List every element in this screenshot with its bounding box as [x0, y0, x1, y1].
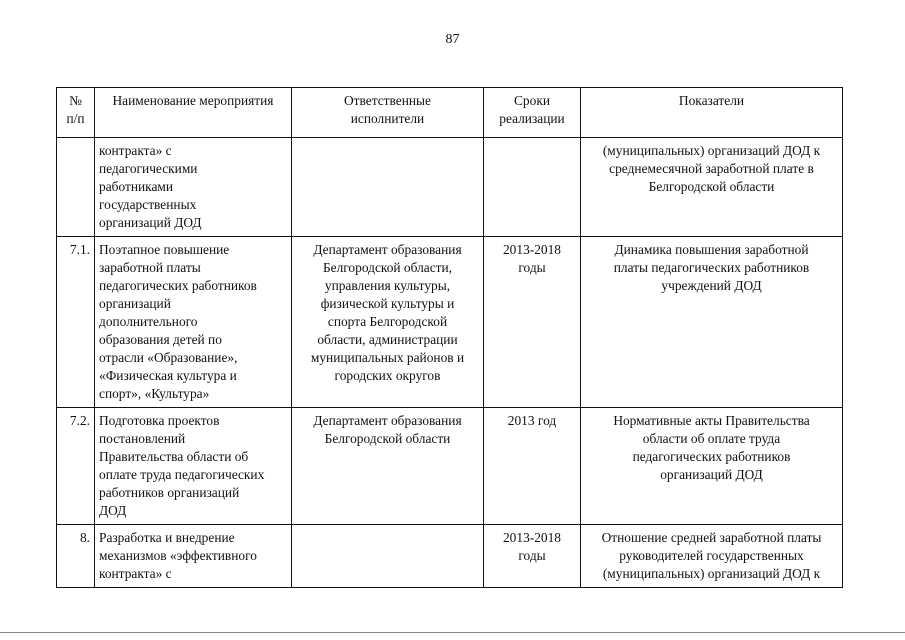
row-responsible: [292, 525, 484, 588]
row-number: 7.1.: [57, 237, 95, 408]
row-term: 2013 год: [484, 408, 581, 525]
page-bottom-rule: [0, 632, 905, 633]
row-responsible: Департамент образования Белгородской области: [292, 408, 484, 525]
table-row: [57, 138, 843, 237]
row-number: [57, 138, 95, 237]
row-name: Подготовка проектов постановлений Правительства области об оплате труда педагогических работников организаций ДОД: [95, 408, 292, 525]
header-number: № п/п: [57, 88, 95, 138]
table-row: [57, 408, 843, 525]
row-indicators: Динамика повышения заработной платы педагогических работников учреждений ДОД: [581, 237, 843, 408]
header-responsible: Ответственные исполнители: [292, 88, 484, 138]
header-term: Сроки реализации: [484, 88, 581, 138]
page-number: 87: [445, 32, 460, 47]
row-term: 2013-2018 годы: [484, 237, 581, 408]
row-name: Разработка и внедрение механизмов «эффективного контракта» с: [95, 525, 292, 588]
header-name: Наименование мероприятия: [95, 88, 292, 138]
row-number: 7.2.: [57, 408, 95, 525]
row-name: Поэтапное повышение заработной платы педагогических работников организаций дополнительного образования детей по отрасли «Образование», «Физическая культура и спорт», «Культура»: [95, 237, 292, 408]
row-number: 8.: [57, 525, 95, 588]
row-indicators: (муниципальных) организаций ДОД к среднемесячной заработной плате в Белгородской области: [581, 138, 843, 237]
row-name: контракта» с педагогическими работниками государственных организаций ДОД: [95, 138, 292, 237]
header-indicators: Показатели: [581, 88, 843, 138]
table-row: [57, 525, 843, 588]
row-term: [484, 138, 581, 237]
table-header-row: [57, 88, 843, 138]
row-indicators: Отношение средней заработной платы руководителей государственных (муниципальных) организаций ДОД к: [581, 525, 843, 588]
row-responsible: Департамент образования Белгородской области, управления культуры, физической культуры и спорта Белгородской области, администрации муниципальных районов и городских округов: [292, 237, 484, 408]
row-indicators: Нормативные акты Правительства области об оплате труда педагогических работников организаций ДОД: [581, 408, 843, 525]
measures-table: [56, 87, 843, 588]
row-term: 2013-2018 годы: [484, 525, 581, 588]
table-row: [57, 237, 843, 408]
row-responsible: [292, 138, 484, 237]
